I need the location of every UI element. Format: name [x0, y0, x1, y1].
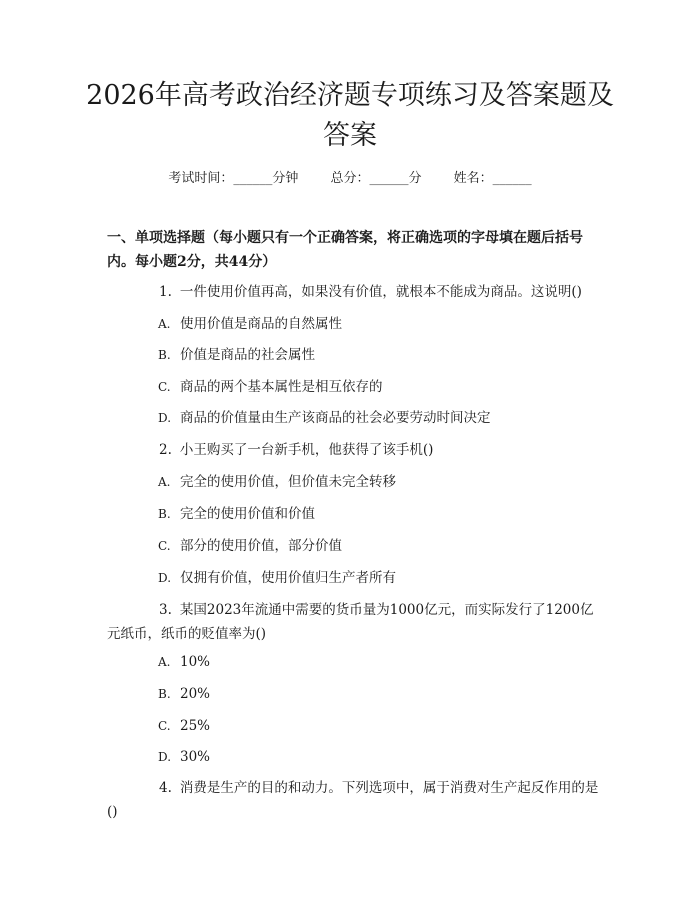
option-text: 商品的两个基本属性是相互依存的: [180, 379, 383, 395]
option-item: [158, 650, 598, 674]
option-text: 30%: [180, 749, 211, 765]
option-item: [158, 502, 598, 526]
option-letter: B.: [158, 507, 171, 521]
question-stem: [107, 598, 599, 646]
question-stem: [107, 776, 599, 824]
total-score-field: 总分：______分: [330, 171, 422, 186]
question-number: 2.: [159, 442, 172, 458]
question-number: 3.: [159, 602, 172, 618]
option-item: [158, 714, 598, 738]
option-letter: A.: [158, 317, 171, 331]
option-text: 商品的价值量由生产该商品的社会必要劳动时间决定: [180, 410, 491, 426]
option-letter: B.: [158, 348, 171, 362]
option-letter: A.: [158, 655, 171, 669]
option-letter: A.: [158, 475, 171, 489]
question-stem: [107, 280, 599, 304]
option-text: 完全的使用价值，但价值未完全转移: [180, 474, 396, 490]
option-text: 价值是商品的社会属性: [180, 347, 315, 363]
student-name-field: 姓名：______: [453, 171, 532, 186]
option-item: [158, 566, 598, 590]
option-text: 完全的使用价值和价值: [180, 506, 315, 522]
option-text: 部分的使用价值，部分价值: [180, 538, 342, 554]
option-item: [158, 343, 598, 367]
document-title: 2026年高考政治经济题专项练习及答案题及答案: [86, 80, 614, 151]
option-text: 10%: [180, 654, 211, 670]
question-number: 4.: [159, 780, 172, 796]
option-text: 仅拥有价值，使用价值归生产者所有: [180, 570, 396, 586]
section-heading: 一、单项选择题（每小题只有一个正确答案，将正确选项的字母填在题后括号内。每小题2分，共44分）: [107, 230, 583, 270]
option-item: [158, 312, 598, 336]
question-text: 消费是生产的目的和动力。下列选项中，属于消费对生产起反作用的是(): [107, 780, 599, 820]
question-text: 小王购买了一台新手机，他获得了该手机(): [179, 442, 434, 458]
option-text: 25%: [180, 718, 211, 734]
option-item: [158, 470, 598, 494]
question-stem: [107, 438, 599, 462]
option-letter: C.: [158, 539, 171, 553]
option-item: [158, 534, 598, 558]
option-item: [158, 745, 598, 769]
option-letter: C.: [158, 380, 171, 394]
exam-info-line: [0, 170, 700, 188]
option-letter: C.: [158, 719, 171, 733]
option-item: [158, 682, 598, 706]
option-letter: D.: [158, 571, 172, 585]
option-text: 20%: [180, 686, 211, 702]
question-number: 1.: [159, 284, 172, 300]
option-letter: B.: [158, 687, 171, 701]
question-text: 某国2023年流通中需要的货币量为1000亿元，而实际发行了1200亿元纸币，纸币的贬值率为(): [107, 602, 594, 642]
exam-time-field: 考试时间：______分钟: [168, 171, 299, 186]
option-item: [158, 406, 598, 430]
option-letter: D.: [158, 411, 172, 425]
option-item: [158, 375, 598, 399]
question-text: 一件使用价值再高，如果没有价值，就根本不能成为商品。这说明(): [179, 284, 582, 300]
option-letter: D.: [158, 750, 172, 764]
option-text: 使用价值是商品的自然属性: [180, 316, 342, 332]
